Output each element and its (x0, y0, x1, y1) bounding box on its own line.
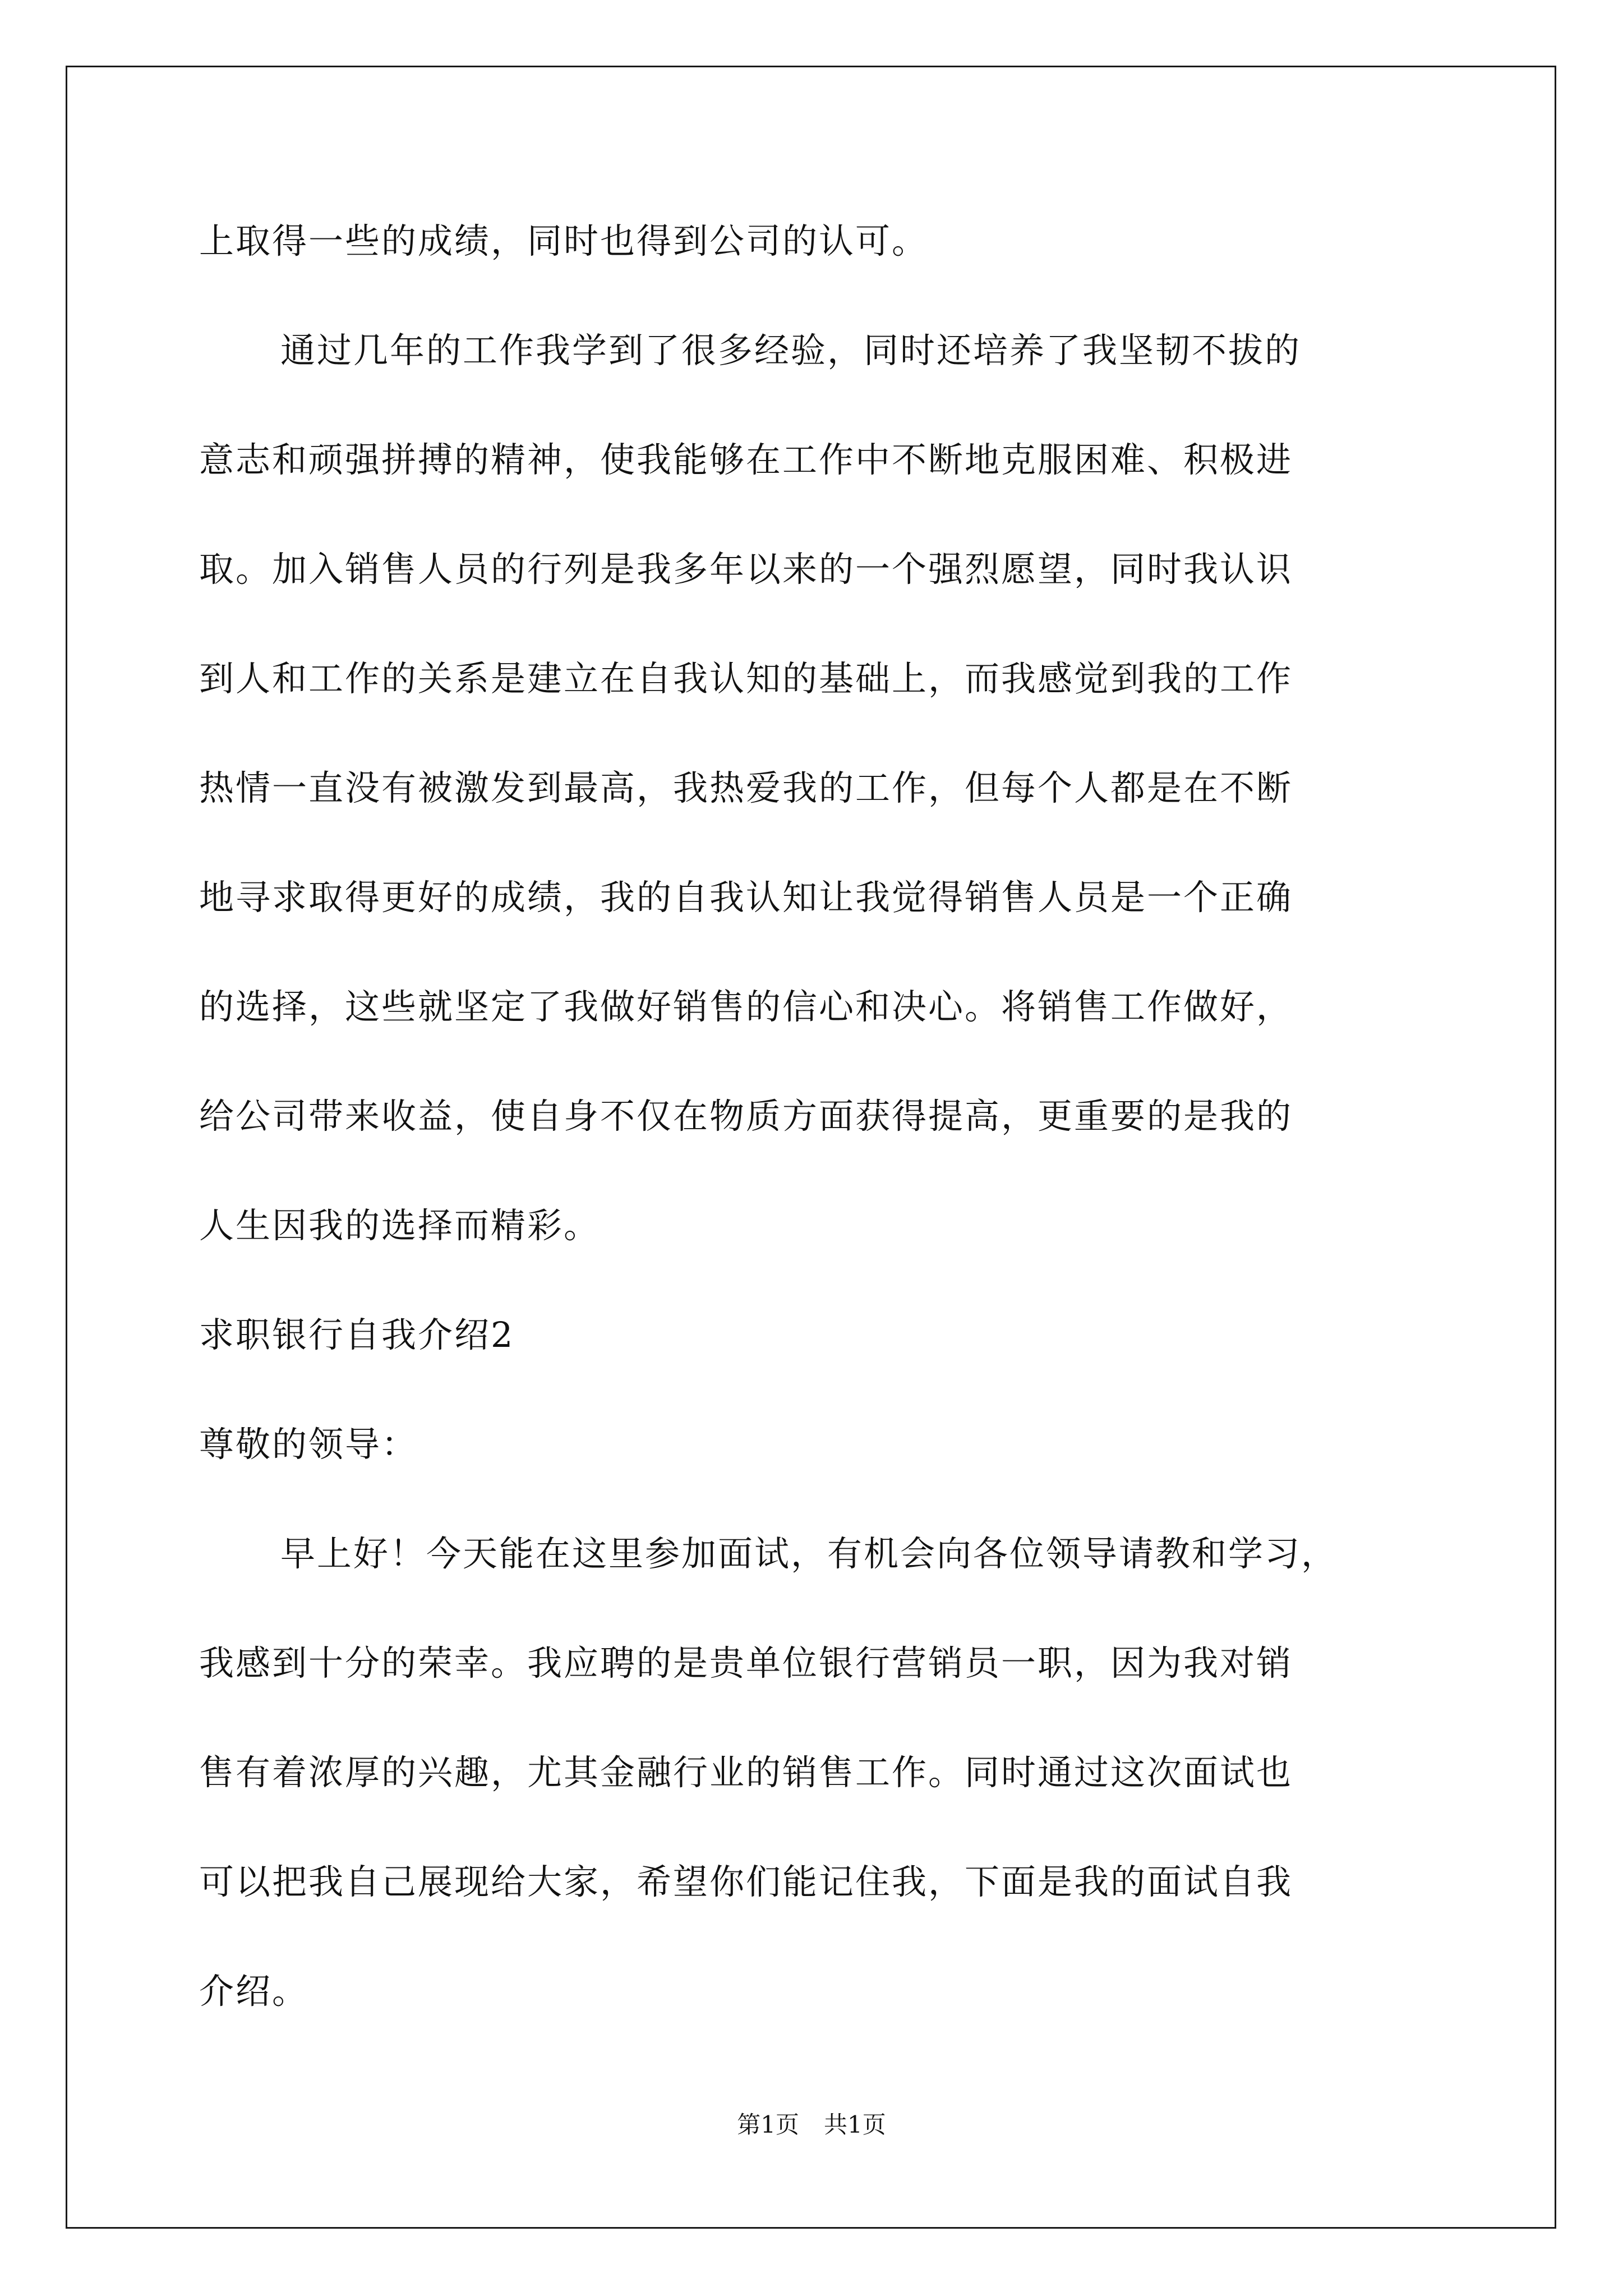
page-footer (0, 2109, 1623, 2141)
text-line-3: 意志和顽强拼搏的精神，使我能够在工作中不断地克服困难、积极进 (199, 439, 1293, 480)
text-line-8: 的选择，这些就坚定了我做好销售的信心和决心。将销售工作做好， (199, 986, 1293, 1027)
text-line-10: 人生因我的选择而精彩。 (199, 1205, 601, 1246)
text-line-13: 早上好！今天能在这里参加面试，有机会向各位领导请教和学习， (280, 1533, 1338, 1574)
text-line-7: 地寻求取得更好的成绩，我的自我认知让我觉得销售人员是一个正确 (199, 877, 1293, 918)
text-line-16: 可以把我自己展现给大家，希望你们能记住我，下面是我的面试自我 (199, 1861, 1293, 1902)
text-line-6: 热情一直没有被激发到最高，我热爱我的工作，但每个人都是在不断 (199, 767, 1293, 808)
page-number-total: 共1页 (824, 2111, 886, 2138)
text-line-9: 给公司带来收益，使自身不仅在物质方面获得提高，更重要的是我的 (199, 1096, 1293, 1137)
text-line-4: 取。加入销售人员的行列是我多年以来的一个强烈愿望，同时我认识 (199, 549, 1293, 590)
text-line-5: 到人和工作的关系是建立在自我认知的基础上，而我感觉到我的工作 (199, 658, 1293, 699)
section-heading: 求职银行自我介绍2 (199, 1314, 515, 1355)
text-line-14: 我感到十分的荣幸。我应聘的是贵单位银行营销员一职，因为我对销 (199, 1642, 1293, 1683)
page-number-current: 第1页 (737, 2111, 799, 2138)
text-line-17: 介绍。 (199, 1971, 309, 2012)
text-line-1: 上取得一些的成绩，同时也得到公司的认可。 (199, 220, 929, 261)
text-line-15: 售有着浓厚的兴趣，尤其金融行业的销售工作。同时通过这次面试也 (199, 1752, 1293, 1793)
text-line-2: 通过几年的工作我学到了很多经验，同时还培养了我坚韧不拔的 (280, 330, 1302, 371)
salutation: 尊敬的领导： (199, 1424, 418, 1465)
